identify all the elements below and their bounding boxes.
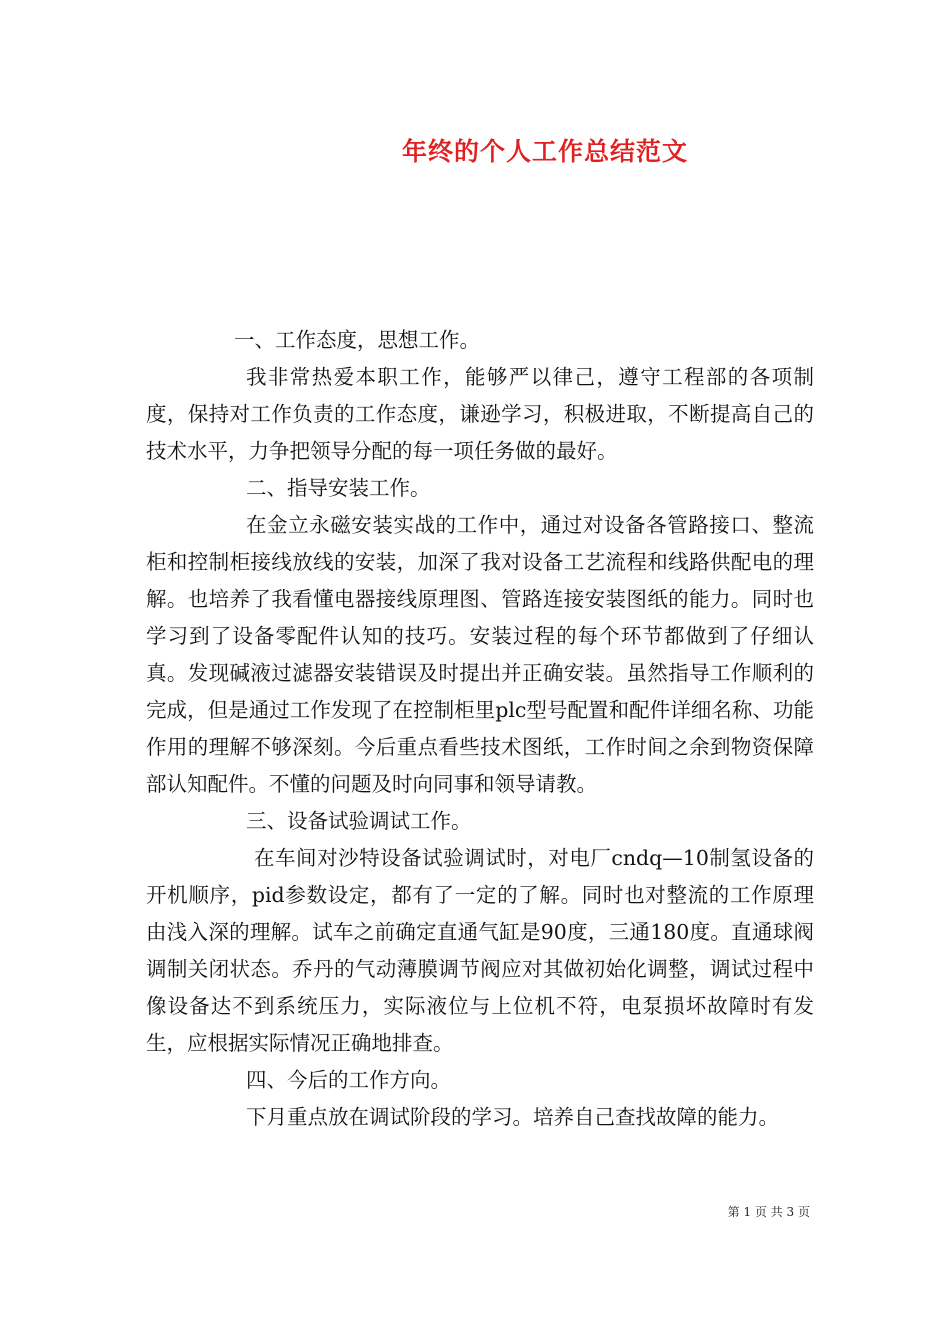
section-paragraph-4: 下月重点放在调试阶段的学习。培养自己查找故障的能力。 [246,1105,779,1129]
section-heading-3: 三、设备试验调试工作。 [246,809,472,833]
section-heading-2: 二、指导安装工作。 [246,476,431,500]
page-number-footer: 第 1 页 共 3 页 [727,1205,810,1219]
section-paragraph-3: 在车间对沙特设备试验调试时，对电厂cndq—10制氢设备的开机顺序，pid参数设定，都有了一定的了解。同时也对整流的工作原理由浅入深的理解。试车之前确定直通气缸是90度，三通180度。直通球阀调制关闭状态。乔丹的气动薄膜调节阀应对其做初始化调整，调试过程中像设备达不到系统压力，实际液位与上位机不符，电泵损坏故障时有发生，应根据实际情况正确地排查。 [146,846,814,1055]
section-heading-1: 一、工作态度，思想工作。 [234,328,480,352]
document-title: 年终的个人工作总结范文 [401,137,688,166]
section-heading-4: 四、今后的工作方向。 [246,1068,451,1092]
section-paragraph-1: 我非常热爱本职工作，能够严以律己，遵守工程部的各项制度，保持对工作负责的工作态度，谦逊学习，积极进取，不断提高自己的技术水平，力争把领导分配的每一项任务做的最好。 [146,365,814,463]
document-body [146,322,814,1136]
section-paragraph-2: 在金立永磁安装实战的工作中，通过对设备各管路接口、整流柜和控制柜接线放线的安装，加深了我对设备工艺流程和线路供配电的理解。也培养了我看懂电器接线原理图、管路连接安装图纸的能力。同时也学习到了设备零配件认知的技巧。安装过程的每个环节都做到了仔细认真。发现碱液过滤器安装错误及时提出并正确安装。虽然指导工作顺利的完成，但是通过工作发现了在控制柜里plc型号配置和配件详细名称、功能作用的理解不够深刻。今后重点看些技术图纸，工作时间之余到物资保障部认知配件。不懂的问题及时向同事和领导请教。 [146,513,814,796]
